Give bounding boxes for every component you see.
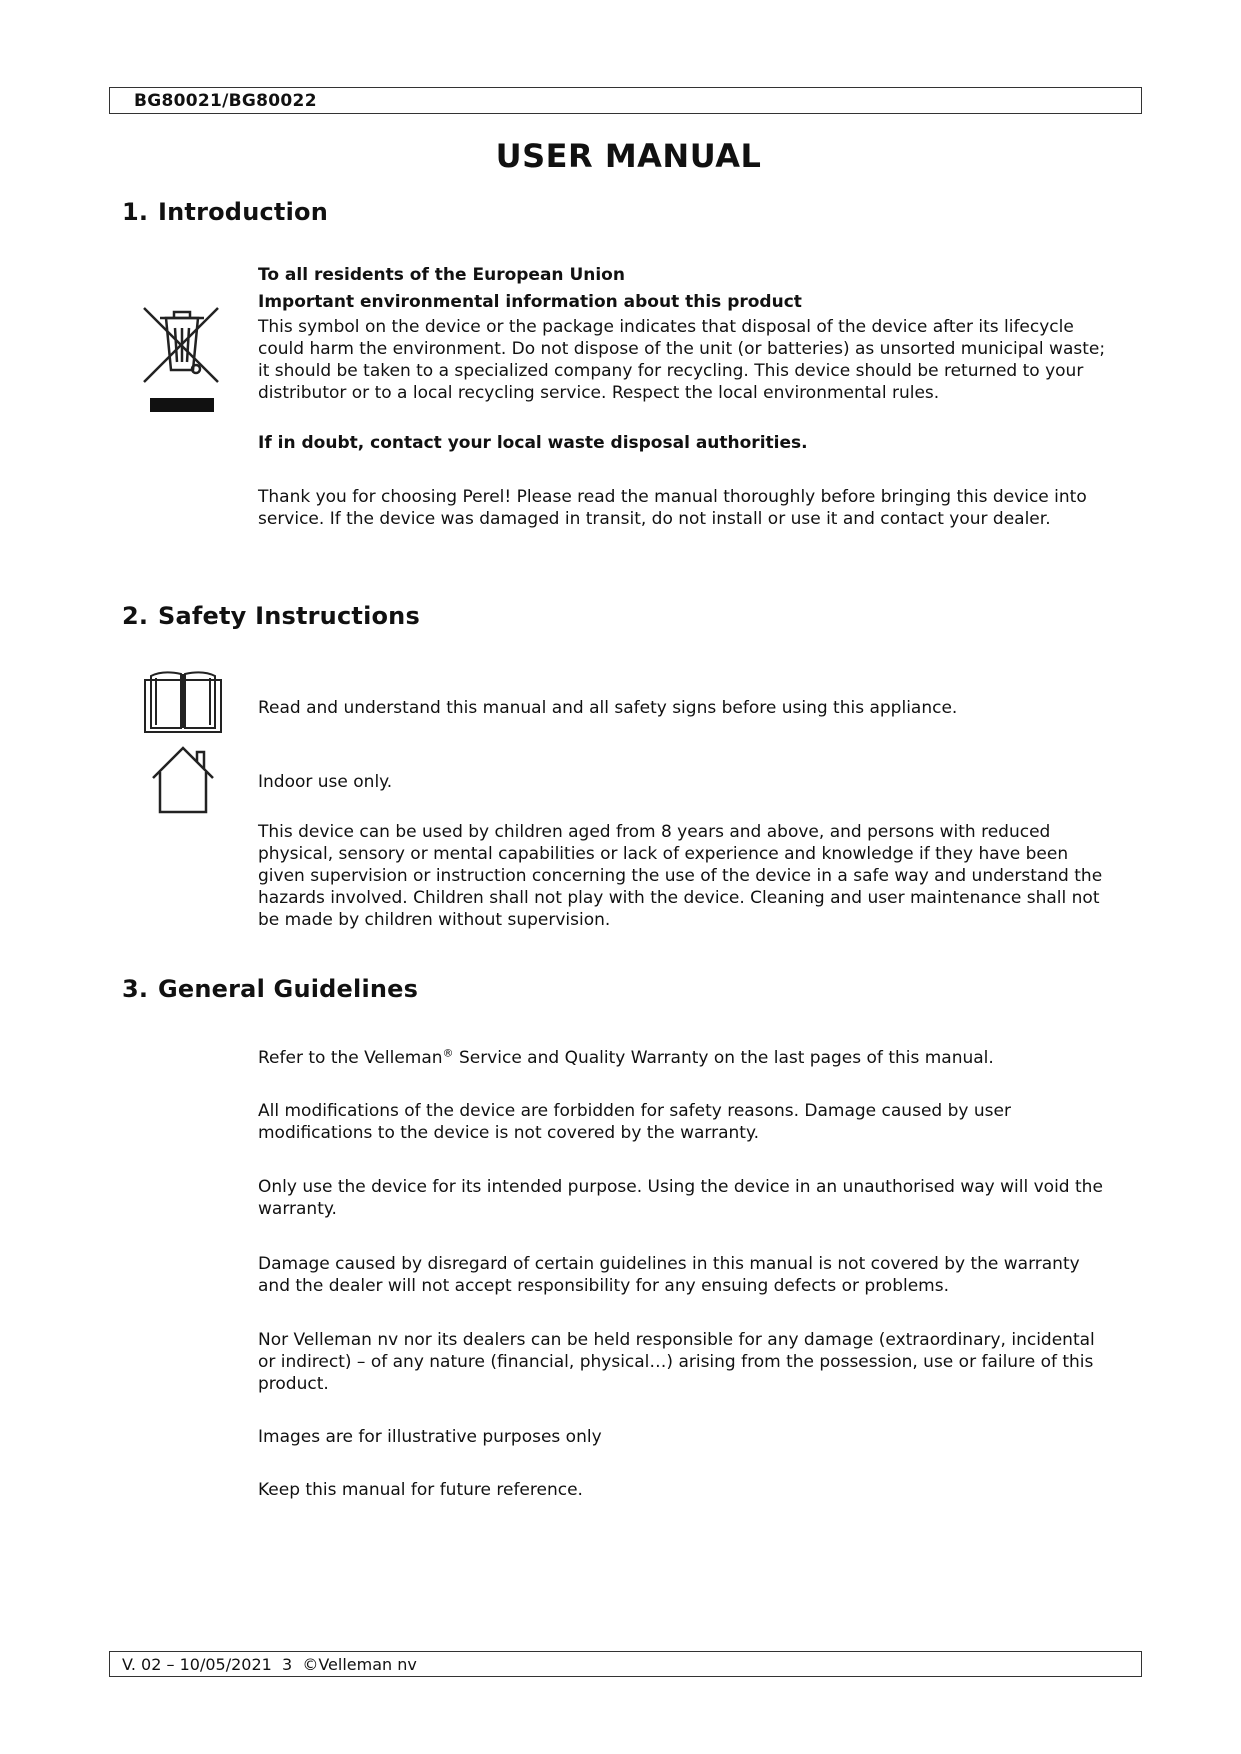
model-number: BG80021/BG80022 xyxy=(134,91,317,111)
manual-book-icon xyxy=(143,670,223,734)
house-icon xyxy=(143,744,223,814)
read-manual-instruction: Read and understand this manual and all safety signs before using this appliance. xyxy=(258,698,958,718)
warranty-reference: Refer to the Velleman® Service and Quality Warranty on the last pages of this manual. xyxy=(258,1046,994,1068)
weee-bin-icon xyxy=(140,300,224,418)
keep-manual-note: Keep this manual for future reference. xyxy=(258,1480,583,1500)
environmental-info-line: Important environmental information about this product xyxy=(258,292,802,312)
children-safety-paragraph: This device can be used by children aged from 8 years and above, and persons with reduced physical, sensory or mental capabilities or lack of experience and knowledge if they have been given supervision or instruction concerning the use of the device in a safe way and understand the hazards involved. Children shall not play with the device. Cleaning and user maintenance shall not be made by children without supervision. xyxy=(258,822,1103,930)
header-bar xyxy=(109,87,1142,114)
page-title: USER MANUAL xyxy=(495,137,762,175)
disregard-paragraph: Damage caused by disregard of certain guidelines in this manual is not covered by the warranty and the dealer will not accept responsibility for any ensuing defects or problems. xyxy=(258,1254,1080,1296)
indoor-use-instruction: Indoor use only. xyxy=(258,772,393,792)
thanks-paragraph: Thank you for choosing Perel! Please read the manual thoroughly before bringing this device into service. If the device was damaged in transit, do not install or use it and contact your dealer. xyxy=(258,487,1087,529)
liability-paragraph: Nor Velleman nv nor its dealers can be held responsible for any damage (extraordinary, incidental or indirect) – of any nature (financial, physical…) arising from the possession, use or failure of this product. xyxy=(258,1330,1095,1394)
modifications-paragraph: All modifications of the device are forbidden for safety reasons. Damage caused by user modifications to the device is not covered by the warranty. xyxy=(258,1101,1011,1143)
section-heading-safety: 2. Safety Instructions xyxy=(122,602,420,630)
intended-use-paragraph: Only use the device for its intended purpose. Using the device in an unauthorised way will void the warranty. xyxy=(258,1177,1103,1219)
footer-bar xyxy=(109,1651,1142,1677)
section-heading-general: 3. General Guidelines xyxy=(122,975,419,1003)
images-disclaimer: Images are for illustrative purposes only xyxy=(258,1427,602,1447)
section-heading-introduction: 1. Introduction xyxy=(122,198,328,226)
disposal-paragraph: This symbol on the device or the package indicates that disposal of the device after its lifecycle could harm the environment. Do not dispose of the unit (or batteries) as unsorted municipal waste; it should be taken to a specialized company for recycling. This device should be returned to your distributor or to a local recycling service. Respect the local environmental rules. xyxy=(258,317,1106,403)
footer-text: V. 02 – 10/05/2021 3 ©Velleman nv xyxy=(122,1655,417,1674)
eu-residents-line: To all residents of the European Union xyxy=(258,265,625,285)
disposal-doubt-line: If in doubt, contact your local waste disposal authorities. xyxy=(258,433,808,453)
